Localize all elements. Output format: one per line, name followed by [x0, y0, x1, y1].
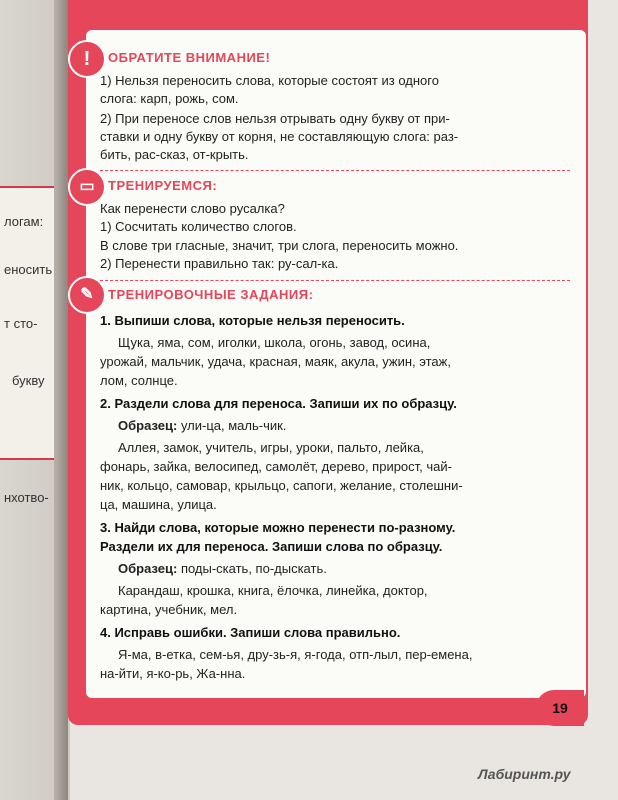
sample-text: ули-ца, маль-чик.: [180, 418, 287, 433]
pencil-icon: ✎: [68, 276, 106, 314]
book-icon: ▭: [68, 168, 106, 206]
task-4-words: на-йти, я-ко-рь, Жа-нна.: [100, 666, 246, 681]
task-4-words: Я-ма, в-етка, сем-ья, дру-зь-я, я-года, отп-лыл, пер-емена,: [118, 647, 473, 662]
task-2-words: фонарь, зайка, велосипед, самолёт, дерево, прирост, чай-: [100, 459, 452, 474]
attention-line: бить, рас-сказ, от-крыть.: [100, 147, 249, 162]
task-3-words: Карандаш, крошка, книга, ёлочка, линейка, доктор,: [118, 583, 428, 598]
left-fragment: букву: [12, 373, 45, 388]
watermark: Лабиринт.ру: [478, 766, 571, 782]
divider: [100, 170, 570, 171]
task-2-words: Аллея, замок, учитель, игры, уроки, пальто, лейка,: [118, 440, 424, 455]
task-2-sample: [118, 418, 286, 433]
task-1-title: 1. Выпиши слова, которые нельзя переносить.: [100, 313, 405, 328]
attention-line: слога: карп, рожь, сом.: [100, 91, 239, 106]
practice-line: Как перенести слово русалка?: [100, 201, 285, 216]
task-3-title: 3. Найди слова, которые можно перенести по-разному.: [100, 520, 456, 535]
left-fragment: еносить: [4, 262, 53, 277]
practice-line: В слове три гласные, значит, три слога, переносить можно.: [100, 238, 459, 253]
task-1-words: урожай, мальчик, удача, красная, маяк, акула, ужин, этаж,: [100, 354, 451, 369]
task-2-words: ник, кольцо, самовар, крыльцо, сапоги, желание, столешни-: [100, 478, 463, 493]
divider: [100, 280, 570, 281]
left-fragment: т сто-: [4, 316, 38, 331]
exclamation-icon: !: [68, 40, 106, 78]
sample-text: поды-скать, по-дыскать.: [180, 561, 327, 576]
attention-line: ставки и одну букву от корня, не составляющую слога: раз-: [100, 129, 459, 144]
book-spine: [54, 0, 68, 800]
task-3-title: Раздели их для переноса. Запиши слова по образцу.: [100, 539, 443, 554]
attention-line: 1) Нельзя переносить слова, которые состоят из одного: [100, 73, 439, 88]
sample-label: Образец:: [118, 561, 178, 576]
task-2-title: 2. Раздели слова для переноса. Запиши их по образцу.: [100, 396, 457, 411]
task-3-words: картина, учебник, мел.: [100, 602, 238, 617]
sample-label: Образец:: [118, 418, 178, 433]
practice-line: 1) Сосчитать количество слогов.: [100, 219, 297, 234]
page-number: 19: [536, 690, 584, 726]
practice-line: 2) Перенести правильно так: ру-сал-ка.: [100, 256, 339, 271]
attention-line: 2) При переносе слов нельзя отрывать одну букву от при-: [100, 111, 450, 126]
task-1-words: Щука, яма, сом, иголки, школа, огонь, завод, осина,: [118, 335, 431, 350]
task-3-sample: [118, 561, 327, 576]
task-4-title: 4. Исправь ошибки. Запиши слова правильно.: [100, 625, 401, 640]
task-2-words: ца, машина, улица.: [100, 497, 217, 512]
attention-heading: ОБРАТИТЕ ВНИМАНИЕ!: [108, 50, 271, 65]
task-1-words: лом, солнце.: [100, 373, 178, 388]
left-fragment: нхотво-: [4, 490, 49, 505]
tasks-heading: ТРЕНИРОВОЧНЫЕ ЗАДАНИЯ:: [108, 287, 314, 302]
left-fragment: логам:: [4, 214, 44, 229]
practice-heading: ТРЕНИРУЕМСЯ:: [108, 178, 218, 193]
